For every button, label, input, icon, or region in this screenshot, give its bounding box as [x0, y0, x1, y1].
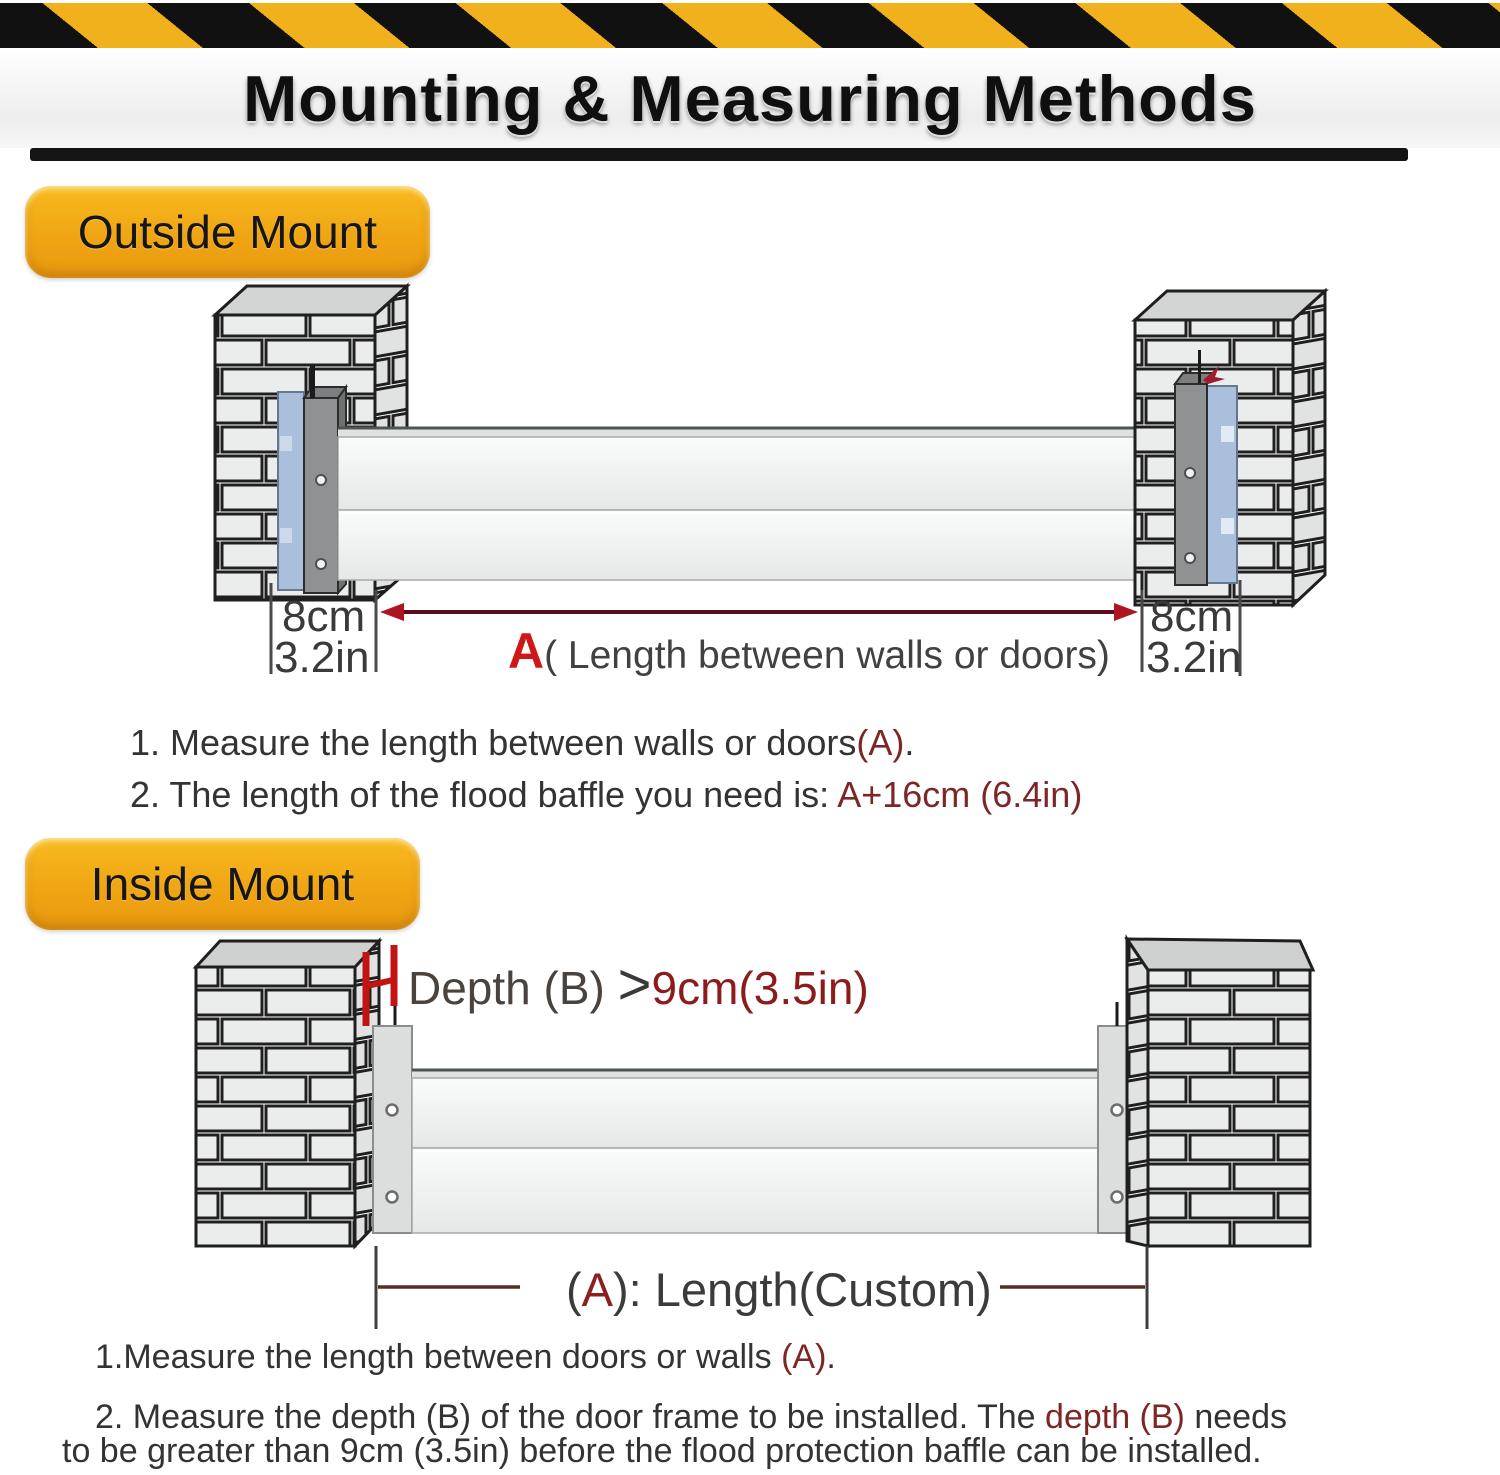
text: 2. Measure the depth (B) of the door frame to be installed. The: [95, 1398, 1046, 1436]
right-offset-cm: 8cm: [1150, 592, 1234, 641]
screw-hole: [387, 1105, 398, 1116]
inside-instruction-1: [95, 1338, 836, 1377]
outside-mount-diagram: [0, 280, 1500, 700]
inside-mount-label: Inside Mount: [90, 858, 355, 910]
inside-mount-badge: [25, 838, 420, 930]
pillar-cap: [196, 941, 379, 967]
screw-hole: [316, 475, 326, 485]
inside-mount-diagram: [0, 930, 1500, 1335]
seal-strip-mark: [1221, 426, 1234, 442]
pillar-cap: [1127, 939, 1313, 970]
inside-instruction-2-line2: [62, 1432, 1262, 1471]
seal-strip: [278, 392, 304, 590]
screw-hole: [1112, 1105, 1123, 1116]
inside-left-pillar: [196, 941, 379, 1246]
pillar-side-bricks: [1293, 291, 1325, 605]
inside-flood-baffle: [412, 1070, 1098, 1233]
screw-hole: [1112, 1192, 1123, 1203]
outside-instruction-1: [130, 722, 914, 764]
text: 1.Measure the length between doors or walls: [95, 1338, 782, 1376]
outside-flood-baffle: [338, 428, 1175, 580]
text: 1. Measure the length between walls or doors: [130, 722, 857, 763]
pillar-side-bricks: [1127, 939, 1148, 1246]
outside-instruction-2: [130, 774, 1082, 816]
text: .: [904, 722, 915, 763]
inside-measurement: [376, 1246, 1147, 1329]
outside-right-bracket: [1175, 350, 1237, 585]
baffle-panel-lower: [412, 1148, 1098, 1233]
pillar-cap: [215, 286, 407, 315]
span-caption-text: ( Length between walls or doors): [544, 634, 1110, 677]
depth-annotation: [408, 952, 869, 1017]
page-title: Mounting & Measuring Methods: [243, 61, 1257, 135]
pillar-cap: [1135, 291, 1325, 320]
text: 2. The length of the flood baffle you need is:: [130, 774, 838, 815]
pillar-face-bricks: [196, 967, 355, 1246]
seal-strip-mark: [280, 528, 292, 543]
left-offset-cm: 8cm: [282, 592, 366, 641]
inside-left-bracket: [373, 1026, 412, 1233]
screw-hole: [1185, 468, 1195, 478]
baffle-panel-upper: [338, 437, 1175, 510]
seal-strip: [1207, 386, 1237, 583]
outside-left-bracket: [278, 366, 346, 593]
depth-label: Depth (B): [408, 962, 618, 1014]
caution-stripe-band: [0, 0, 1500, 51]
text: to be greater than 9cm (3.5in) before the flood protection baffle can be installed.: [62, 1432, 1262, 1470]
span-caption: [508, 623, 1110, 679]
outside-mount-badge: [25, 186, 430, 278]
span-letter-a: A: [581, 1263, 614, 1316]
accent-formula: A+16cm (6.4in): [837, 774, 1083, 815]
accent-a: (A): [856, 722, 905, 763]
outside-measurement: [271, 580, 1241, 682]
title-underbar: [30, 148, 1408, 161]
accent-depth: depth (B): [1045, 1398, 1185, 1436]
greater-than-sign: >: [617, 952, 652, 1017]
anchor-pin: [310, 366, 315, 398]
length-caption-text: ): Length(Custom): [613, 1263, 992, 1316]
right-offset-in: 3.2in: [1146, 633, 1242, 682]
text: .: [826, 1338, 836, 1376]
seal-strip-mark: [1221, 518, 1234, 534]
text: needs: [1184, 1398, 1287, 1436]
paren-open: (: [566, 1263, 582, 1316]
accent-a: (A): [781, 1338, 827, 1376]
screw-hole: [387, 1192, 398, 1203]
seal-strip-mark: [280, 436, 292, 451]
pillar-face-bricks: [1148, 970, 1310, 1246]
depth-value: 9cm(3.5in): [651, 962, 869, 1014]
span-letter-a: A: [508, 623, 545, 679]
anchor-pin: [1198, 350, 1201, 383]
screw-hole: [1185, 553, 1195, 563]
outside-mount-label: Outside Mount: [77, 206, 378, 258]
left-offset-in: 3.2in: [274, 633, 370, 682]
baffle-panel-upper: [412, 1078, 1098, 1148]
baffle-panel-lower: [338, 510, 1175, 580]
arrowhead-left-icon: [380, 603, 404, 621]
screw-hole: [316, 559, 326, 569]
inside-right-pillar: [1127, 939, 1313, 1246]
title-band: [0, 48, 1500, 148]
length-caption: [566, 1263, 992, 1316]
